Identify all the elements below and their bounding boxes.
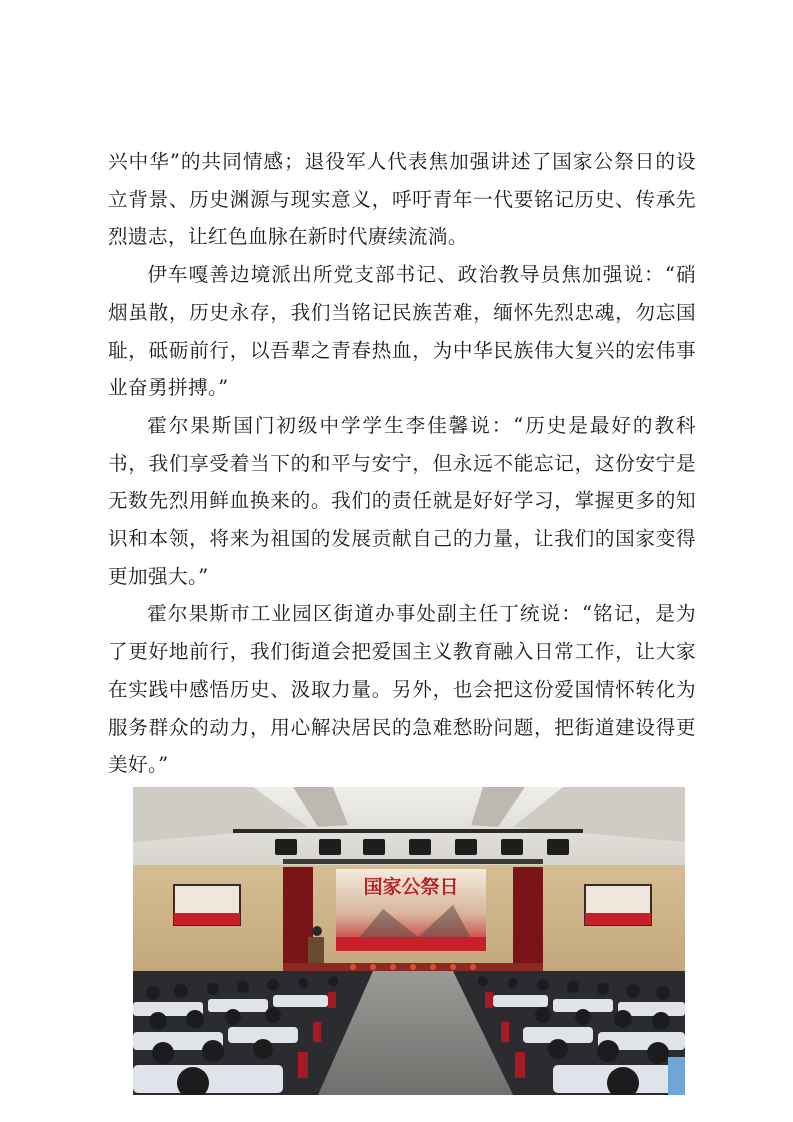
auditorium-scene (133, 787, 685, 1095)
podium (308, 937, 324, 963)
article-body (108, 143, 696, 784)
paragraph-quote-jiao: 伊车嘎善边境派出所党支部书记、政治教导员焦加强说：“硝烟虽散，历史永存，我们当铭记民族苦难，缅怀先烈忠魂，勿忘国耻，砥砺前行，以吾辈之青春热血，为中华民族伟大复兴的宏伟事业奋勇拼搏。” (108, 263, 696, 400)
curtain-right (513, 867, 543, 967)
event-photo (133, 787, 685, 1095)
paragraph-quote-ding: 霍尔果斯市工业园区街道办事处副主任丁统说：“铭记，是为了更好地前行，我们街道会把爱国主义教育融入日常工作，让大家在实践中感悟历史、汲取力量。另外，也会把这份爱国情怀转化为服务群众的动力，用心解决居民的急难愁盼问题，把街道建设得更美好。” (108, 602, 696, 777)
screen-title: 国家公祭日 (363, 876, 459, 898)
paragraph-continuation: 兴中华”的共同情感；退役军人代表焦加强讲述了国家公祭日的设立背景、历史渊源与现实意义，呼吁青年一代要铭记历史、传承先烈遗志，让红色血脉在新时代赓续流淌。 (108, 150, 696, 249)
speaker (312, 926, 322, 936)
paragraph-quote-li: 霍尔果斯国门初级中学学生李佳馨说：“历史是最好的教科书，我们享受着当下的和平与安宁，但永远不能忘记，这份安宁是无数先烈用鲜血换来的。我们的责任就是好好学习，掌握更多的知识和本领，将来为祖国的发展贡献自己的力量，让我们的国家变得更加强大。” (108, 413, 696, 588)
